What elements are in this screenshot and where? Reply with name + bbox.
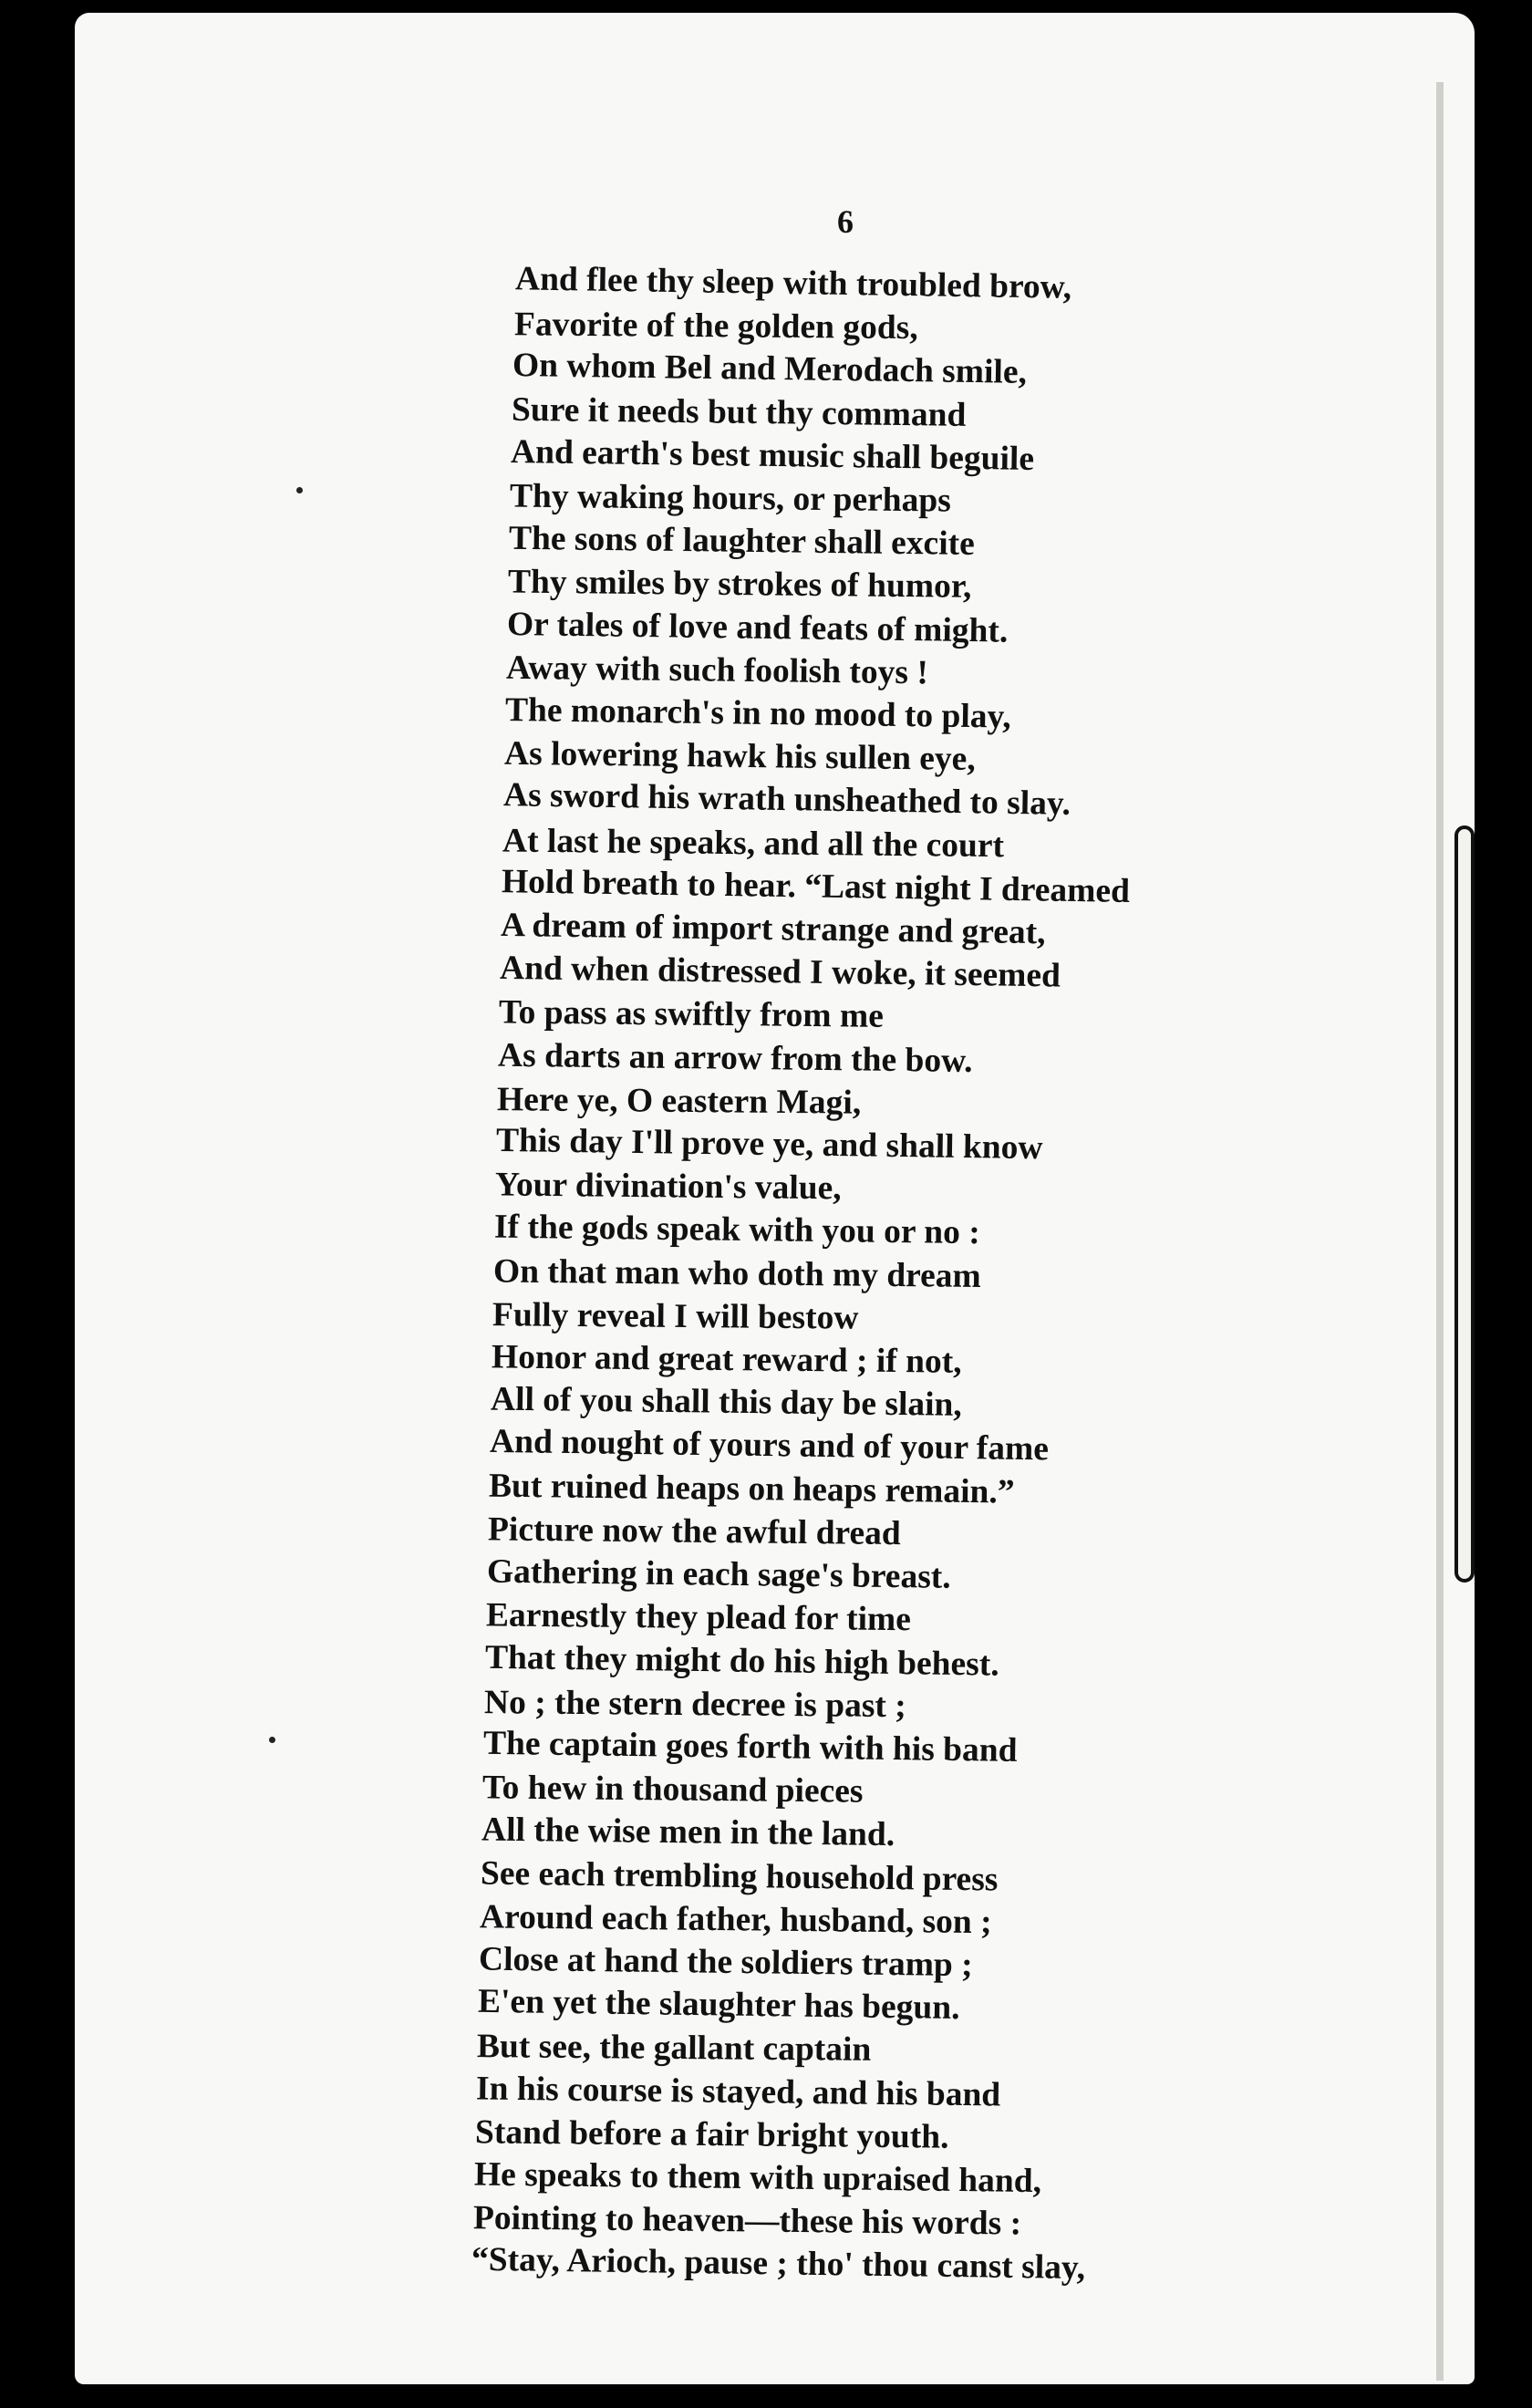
poem-line: And nought of yours and of your fame [489,1423,1050,1469]
poem-line: Gathering in each sage's breast. [486,1552,951,1596]
poem-line: Honor and great reward ; if not, [491,1338,962,1381]
poem-line: Away with such foolish toys ! [505,649,929,692]
poem-text [471,260,1297,2288]
poem-line: Hold breath to hear. “Last night I dreamed [501,862,1131,910]
poem-line: E'en yet the slaughter has begun. [477,1982,960,2028]
poem-line: In his course is stayed, and his band [475,2070,1001,2114]
poem-line: Picture now the awful dread [487,1510,901,1552]
poem-line: As sword his wrath unsheathed to slay. [502,776,1071,824]
poem-line: Favorite of the golden gods, [513,306,918,348]
poem-line: This day I'll prove ye, and shall know [495,1121,1043,1168]
poem-line: To hew in thousand pieces [481,1769,864,1811]
poem-line: Sure it needs but thy command [511,390,967,434]
poem-line: See each trembling household press [480,1854,999,1898]
poem-line: All the wise men in the land. [481,1811,895,1854]
poem-line: He speaks to them with upraised hand, [473,2155,1042,2201]
poem-line: “Stay, Arioch, pause ; tho' thou canst slay, [471,2241,1086,2288]
poem-line: Here ye, O eastern Magi, [496,1081,862,1122]
poem-line: And flee thy sleep with troubled brow, [514,260,1072,306]
binding-strip [1454,825,1475,1583]
poem-line: As darts an arrow from the bow. [497,1036,973,1080]
poem-line: To pass as swiftly from me [498,993,885,1036]
poem-line: No ; the stern decree is past ; [483,1683,906,1725]
paper-speck [269,1737,275,1743]
poem-line: The captain goes forth with his band [482,1724,1018,1770]
poem-line: Stand before a fair bright youth. [474,2113,949,2156]
poem-line: On whom Bel and Merodach smile, [512,347,1028,392]
poem-line: And earth's best music shall beguile [510,432,1035,478]
poem-line: A dream of import strange and great, [500,906,1046,952]
poem-line: The monarch's in no mood to play, [504,690,1011,736]
page-number: 6 [837,203,854,240]
poem-line: That they might do his high behest. [484,1638,999,1684]
page-edge [1436,82,1444,2381]
book-page [75,13,1475,2384]
poem-line: Or tales of love and feats of might. [506,605,1009,650]
poem-line: The sons of laughter shall excite [508,519,976,564]
poem-line: Close at hand the soldiers tramp ; [478,1940,973,1985]
poem-line: But ruined heaps on heaps remain.” [488,1467,1015,1511]
poem-line: Thy waking hours, or perhaps [509,477,952,520]
poem-line: Fully reveal I will bestow [492,1296,859,1337]
poem-line: Earnestly they plead for time [485,1596,912,1639]
poem-line: On that man who doth my dream [492,1252,981,1295]
poem-line: At last he speaks, and all the court [502,822,1005,865]
poem-line: Pointing to heaven—these his words : [472,2199,1022,2243]
poem-line: If the gods speak with you or no : [493,1209,980,1252]
poem-line: Around each father, husband, son ; [479,1898,992,1941]
poem-line: All of you shall this day be slain, [490,1380,963,1425]
poem-line: As lowering hawk his sullen eye, [503,734,976,779]
paper-speck [296,487,303,493]
poem-line: And when distressed I woke, it seemed [499,950,1061,995]
poem-line: Your divination's value, [494,1166,842,1208]
poem-line: But see, the gallant captain [476,2028,872,2070]
poem-line: Thy smiles by strokes of humor, [507,563,972,607]
